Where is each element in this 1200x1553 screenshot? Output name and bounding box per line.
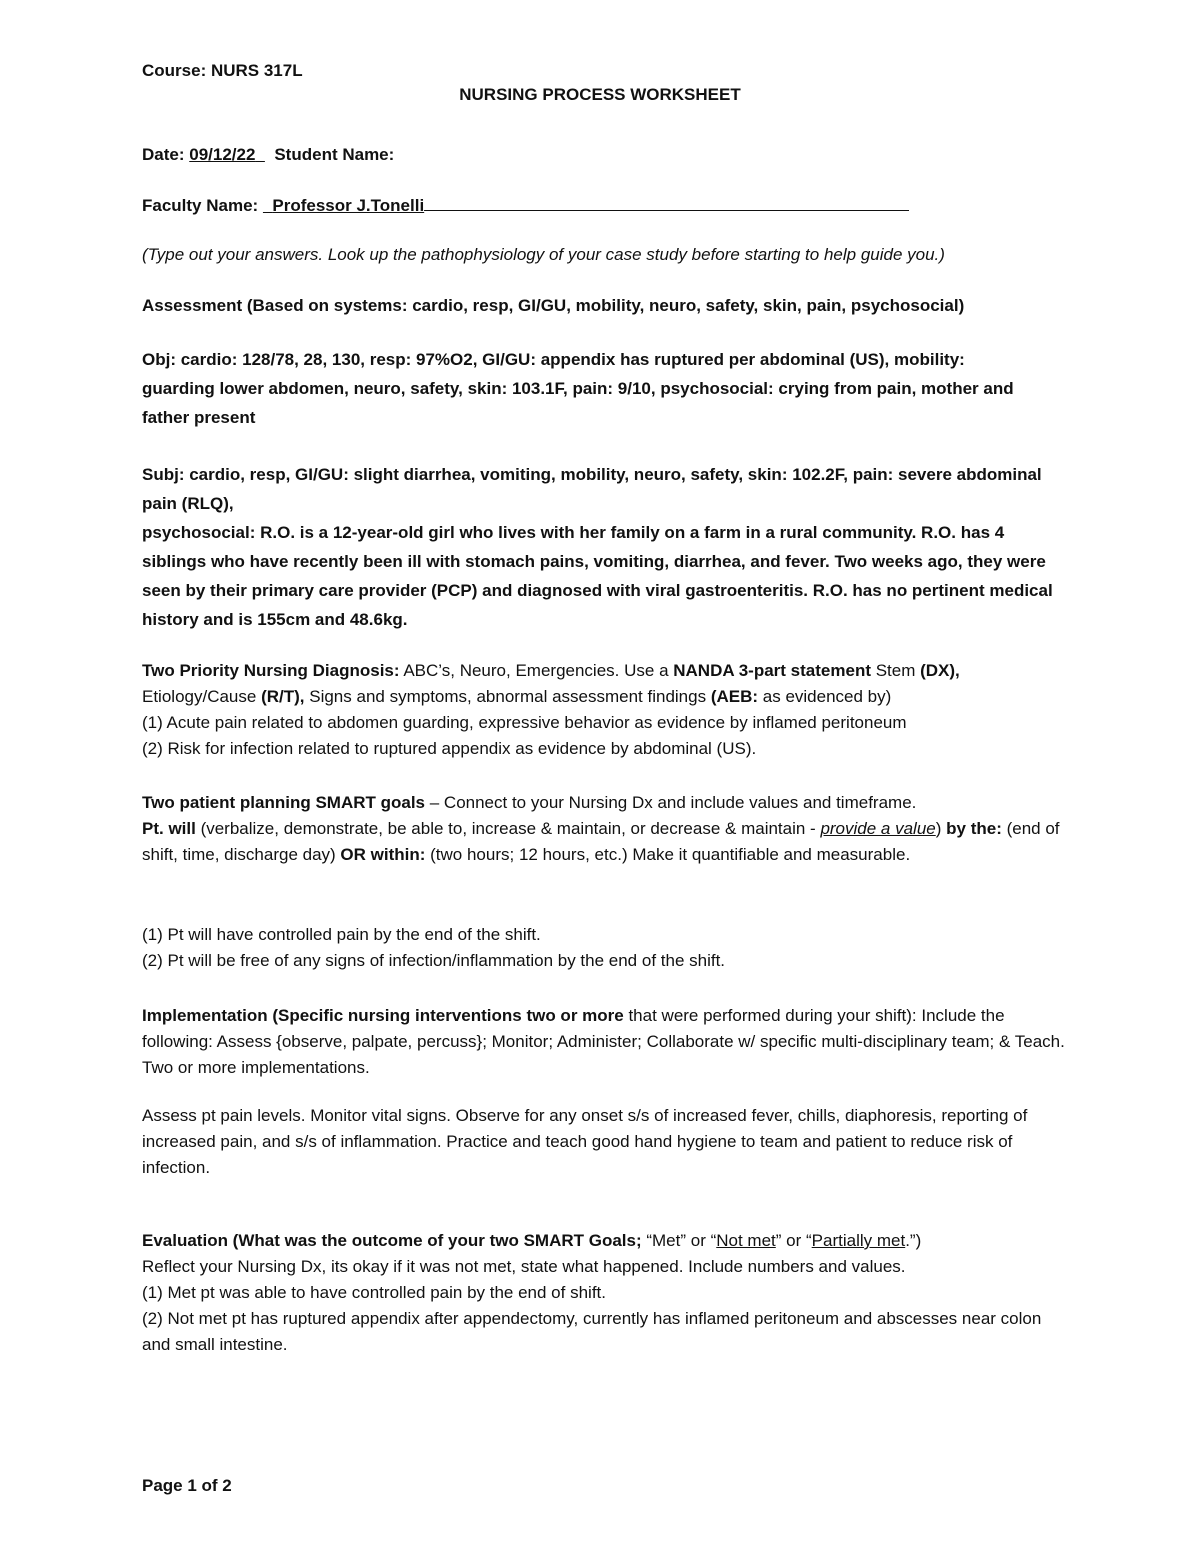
assessment-heading: Assessment (Based on systems: cardio, resp, GI/GU, mobility, neuro, safety, skin, pain, psychosocial) [142,296,965,315]
evaluation-heading: Evaluation (What was the outcome of your two SMART Goals; “Met” or “Not met” or “Partially met.”) [142,1231,922,1250]
goals-instructions: Two patient planning SMART goals – Connect to your Nursing Dx and include values and timeframe. [142,793,917,812]
implementation-instructions: Implementation (Specific nursing interventions two or more that were performed during your shift): Include the following: Assess {observe, palpate, percuss}; Monitor; Administer; Collaborate w/ specific multi-disciplinary team; & Teach. Two or more implementations. [142,1006,1065,1077]
psychosocial-data: psychosocial: R.O. is a 12-year-old girl who lives with her family on a farm in a rural community. R.O. has 4 siblings who have recently been ill with stomach pains, vomiting, diarrhea, and fever. Two weeks ago, they were seen by their primary care provider (PCP) and diagnosed with viral gastroenteritis. R.O. has no pertinent medical history and is 155cm and 48.6kg. [142,523,1053,629]
evaluation-instructions: Reflect your Nursing Dx, its okay if it was not met, state what happened. Include numbers and values. [142,1257,906,1276]
date-label: Date: [142,145,185,164]
implementation-answer: Assess pt pain levels. Monitor vital signs. Observe for any onset s/s of increased fever, chills, diaphoresis, reporting of increased pain, and s/s of inflammation. Practice and teach good hand hygiene to team and patient to reduce risk of infection. [142,1106,1028,1177]
goal-item-1: (1) Pt will have controlled pain by the end of the shift. [142,925,541,944]
evaluation-item-1: (1) Met pt was able to have controlled pain by the end of shift. [142,1283,606,1302]
student-name-label: Student Name: [274,145,395,164]
faculty-underline [424,192,909,211]
faculty-value: Professor J.Tonelli [272,196,425,215]
diagnosis-item-2: (2) Risk for infection related to ruptured appendix as evidence by abdominal (US). [142,739,757,758]
evaluation-section [142,1228,1072,1358]
course-label: Course: NURS 317L [142,61,303,80]
instruction-text: (Type out your answers. Look up the pathophysiology of your case study before starting to help guide you.) [142,245,945,264]
faculty-label: Faculty Name: [142,196,259,215]
goals-format: Pt. will (verbalize, demonstrate, be able to, increase & maintain, or decrease & maintain - provide a value) by the: (end of shift, time, discharge day) OR within: (two hours; 12 hours, etc.) Make it quantifiable and measurable. [142,819,1060,864]
diagnosis-section [142,658,1072,762]
goals-answers [142,922,1072,974]
diagnosis-item-1: (1) Acute pain related to abdomen guarding, expressive behavior as evidence by inflamed peritoneum [142,713,907,732]
page-title: NURSING PROCESS WORKSHEET [459,85,741,104]
date-value: 09/12/22 [189,145,256,164]
faculty-line [142,192,1072,219]
date-line [142,142,1072,168]
evaluation-item-2: (2) Not met pt has ruptured appendix after appendectomy, currently has inflamed peritoneum and abscesses near colon and small intestine. [142,1309,1042,1354]
diagnosis-instructions: Two Priority Nursing Diagnosis: ABC’s, Neuro, Emergencies. Use a NANDA 3-part statement Stem (DX), Etiology/Cause (R/T), Signs and symptoms, abnormal assessment findings (AEB: as evidenced by) [142,661,960,706]
objective-data: Obj: cardio: 128/78, 28, 130, resp: 97%O2, GI/GU: appendix has ruptured per abdominal (US), mobility: guarding lower abdomen, neuro, safety, skin: 103.1F, pain: 9/10, psychosocial: crying from pain, mother and father present [142,350,1014,427]
goals-section [142,790,1072,868]
goal-item-2: (2) Pt will be free of any signs of infection/inflammation by the end of the shift. [142,951,726,970]
page-number: Page 1 of 2 [142,1476,232,1495]
subjective-data: Subj: cardio, resp, GI/GU: slight diarrhea, vomiting, mobility, neuro, safety, skin: 102.2F, pain: severe abdominal pain (RLQ), [142,465,1042,513]
